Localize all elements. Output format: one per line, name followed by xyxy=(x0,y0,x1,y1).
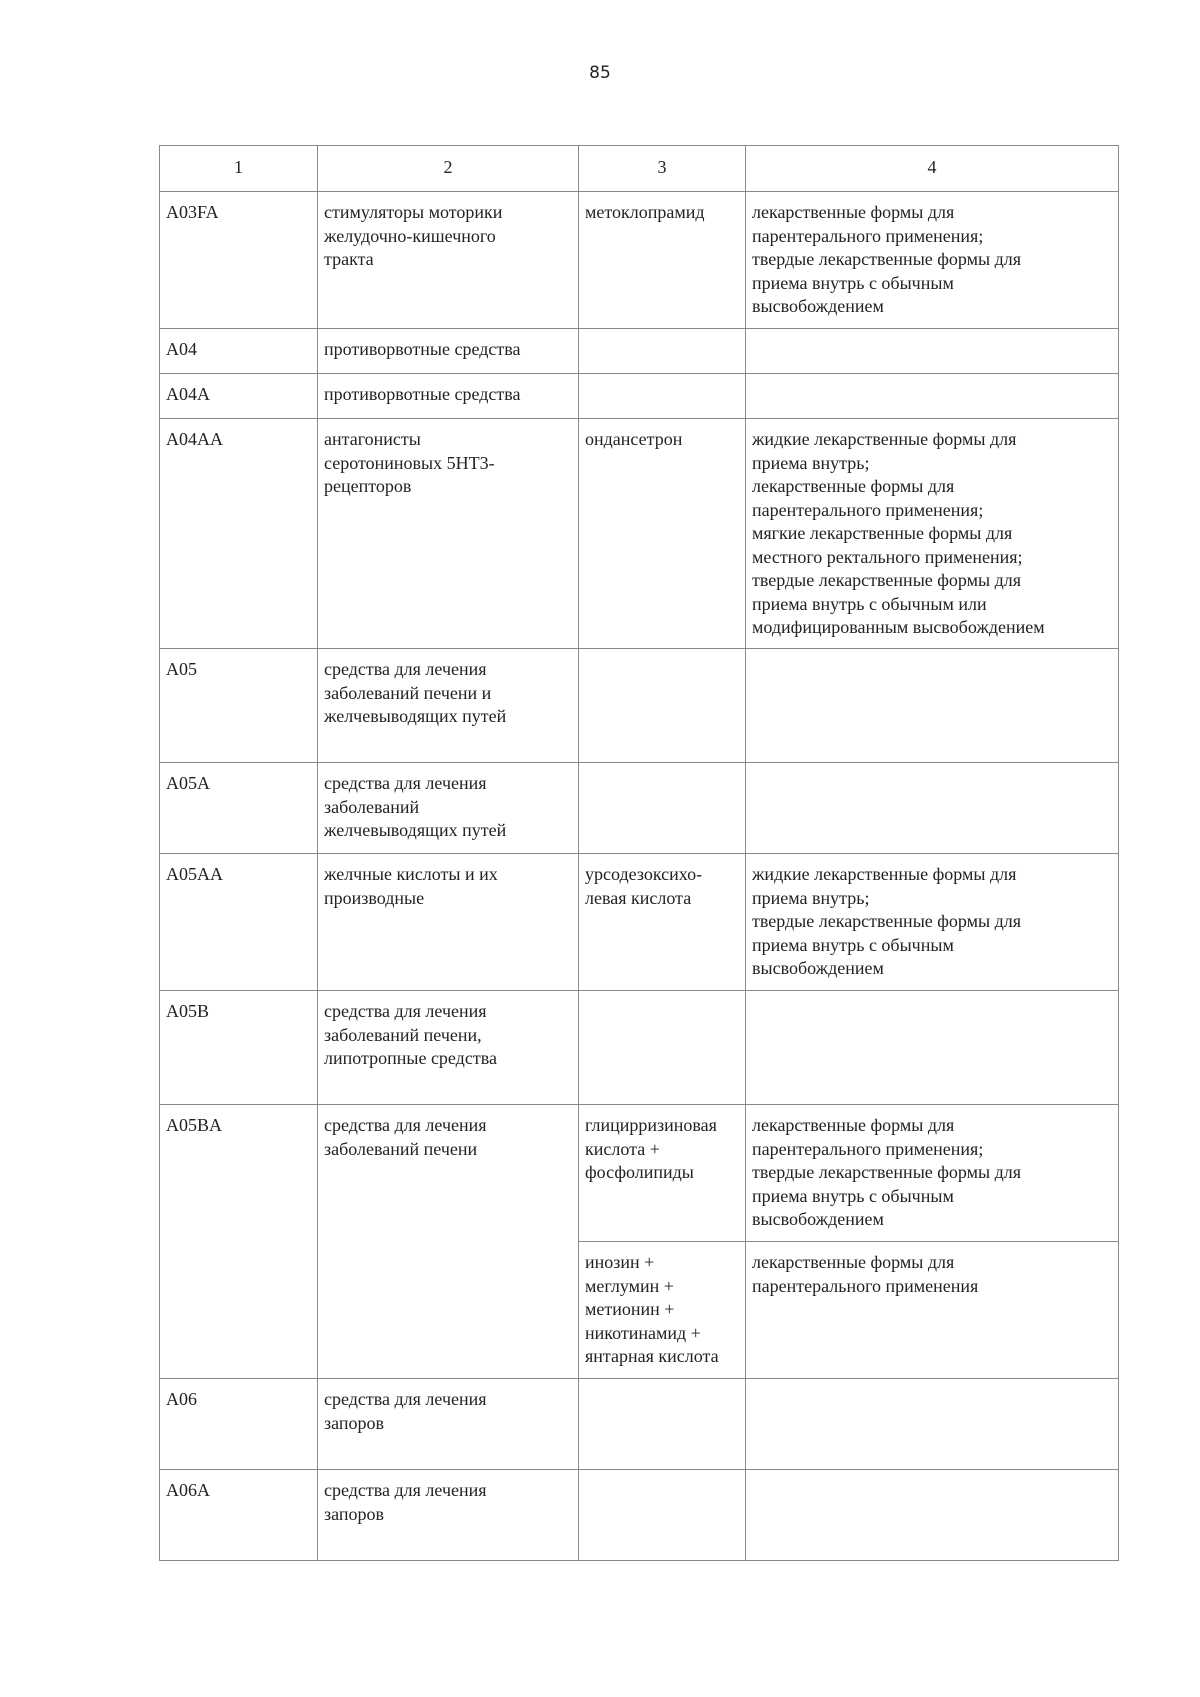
cell-text-line: парентерального применения xyxy=(752,1275,979,1296)
cell-atc-code: A05A xyxy=(160,763,318,854)
page-number: 85 xyxy=(589,63,611,83)
cell-text-line: твердые лекарственные формы для xyxy=(752,570,1022,590)
cell-text-line: лекарственные формы для xyxy=(752,202,955,222)
cell-drug xyxy=(579,1379,746,1470)
cell-dosage-forms xyxy=(746,1242,1119,1379)
cell-text-line: приема внутрь с обычным xyxy=(752,934,954,955)
cell-atc-code: A06 xyxy=(160,1379,318,1470)
cell-text-line: производные xyxy=(324,887,425,908)
cell-group xyxy=(318,374,579,419)
cell-text-line: местного ректального применения; xyxy=(752,546,1023,567)
cell-text-line: заболеваний печени и xyxy=(324,682,492,703)
cell-atc-code: A04 xyxy=(160,329,318,374)
cell-text-line: твердые лекарственные формы для xyxy=(752,911,1022,931)
cell-text-line: заболеваний печени xyxy=(324,1138,478,1159)
cell-text-line: антагонисты xyxy=(324,429,421,449)
cell-text-line: меглумин + xyxy=(585,1275,674,1296)
cell-text-line: метионин + xyxy=(585,1299,675,1319)
cell-text-line: парентерального применения; xyxy=(752,499,984,520)
cell-group xyxy=(318,329,579,374)
cell-text-line: серотониновых 5HT3- xyxy=(324,452,495,473)
cell-text-line: мягкие лекарственные формы для xyxy=(752,523,1013,543)
cell-group xyxy=(318,1379,579,1470)
cell-text-line: противорвотные средства xyxy=(324,384,521,404)
cell-drug xyxy=(579,329,746,374)
cell-group xyxy=(318,991,579,1105)
table-row xyxy=(160,374,1119,419)
cell-text-line: янтарная кислота xyxy=(585,1346,719,1366)
cell-text-line: лекарственные формы для xyxy=(752,1252,955,1272)
cell-text-line: кислота + xyxy=(585,1138,660,1159)
cell-text-line: запоров xyxy=(324,1503,384,1524)
cell-dosage-forms xyxy=(746,419,1119,649)
cell-text-line: инозин + xyxy=(585,1252,655,1272)
cell-text-line: средства для лечения xyxy=(324,1115,487,1135)
cell-text-line: высвобождением xyxy=(752,296,884,316)
cell-atc-code: A05AA xyxy=(160,854,318,991)
table-row xyxy=(160,763,1119,854)
cell-dosage-forms xyxy=(746,1105,1119,1242)
cell-dosage-forms xyxy=(746,329,1119,374)
cell-drug xyxy=(579,1242,746,1379)
cell-text-line: жидкие лекарственные формы для xyxy=(752,429,1017,449)
table-row xyxy=(160,419,1119,649)
cell-text-line: метоклопрамид xyxy=(585,202,705,222)
cell-text-line: приема внутрь с обычным или xyxy=(752,593,987,614)
cell-text-line: приема внутрь; xyxy=(752,887,870,908)
cell-dosage-forms xyxy=(746,1379,1119,1470)
cell-text-line: лекарственные формы для xyxy=(752,476,955,496)
column-header: 2 xyxy=(318,146,579,192)
cell-group xyxy=(318,419,579,649)
cell-text-line: средства для лечения xyxy=(324,1001,487,1021)
cell-dosage-forms xyxy=(746,1470,1119,1561)
cell-text-line: заболеваний xyxy=(324,796,420,817)
table-row xyxy=(160,1470,1119,1561)
cell-text-line: левая кислота xyxy=(585,887,692,908)
cell-group xyxy=(318,1470,579,1561)
cell-group xyxy=(318,192,579,329)
cell-text-line: глицирризиновая xyxy=(585,1115,717,1135)
cell-drug xyxy=(579,374,746,419)
cell-atc-code: A04A xyxy=(160,374,318,419)
cell-text-line: жидкие лекарственные формы для xyxy=(752,864,1017,884)
table-row xyxy=(160,1379,1119,1470)
cell-text-line: лекарственные формы для xyxy=(752,1115,955,1135)
cell-atc-code: A05B xyxy=(160,991,318,1105)
cell-dosage-forms xyxy=(746,374,1119,419)
table-row xyxy=(160,854,1119,991)
cell-text-line: желчные кислоты и их xyxy=(324,864,498,884)
cell-text-line: противорвотные средства xyxy=(324,339,521,359)
cell-drug xyxy=(579,1470,746,1561)
cell-group xyxy=(318,854,579,991)
column-header: 1 xyxy=(160,146,318,192)
cell-drug xyxy=(579,854,746,991)
table-row xyxy=(160,991,1119,1105)
cell-text-line: парентерального применения; xyxy=(752,1138,984,1159)
cell-text-line: средства для лечения xyxy=(324,773,487,793)
cell-text-line: фосфолипиды xyxy=(585,1162,694,1182)
table-row xyxy=(160,1105,1119,1242)
cell-text-line: высвобождением xyxy=(752,958,884,978)
cell-text-line: желудочно-кишечного xyxy=(324,225,496,246)
cell-text-line: желчевыводящих путей xyxy=(324,706,507,726)
column-header: 3 xyxy=(579,146,746,192)
cell-text-line: твердые лекарственные формы для xyxy=(752,249,1022,269)
cell-dosage-forms xyxy=(746,854,1119,991)
cell-text-line: ондансетрон xyxy=(585,429,683,449)
cell-atc-code: A05BA xyxy=(160,1105,318,1379)
cell-text-line: парентерального применения; xyxy=(752,225,984,246)
cell-dosage-forms xyxy=(746,763,1119,854)
cell-group xyxy=(318,649,579,763)
cell-text-line: заболеваний печени, xyxy=(324,1024,482,1045)
cell-atc-code: A06A xyxy=(160,1470,318,1561)
cell-text-line: средства для лечения xyxy=(324,1480,487,1500)
cell-text-line: липотропные средства xyxy=(324,1048,497,1068)
table-row xyxy=(160,649,1119,763)
cell-text-line: приема внутрь; xyxy=(752,452,870,473)
cell-text-line: средства для лечения xyxy=(324,659,487,679)
cell-text-line: желчевыводящих путей xyxy=(324,820,507,840)
table-row xyxy=(160,329,1119,374)
cell-text-line: твердые лекарственные формы для xyxy=(752,1162,1022,1182)
cell-drug xyxy=(579,419,746,649)
cell-drug xyxy=(579,192,746,329)
cell-text-line: тракта xyxy=(324,249,374,269)
cell-text-line: средства для лечения xyxy=(324,1389,487,1409)
cell-text-line: рецепторов xyxy=(324,476,412,496)
cell-atc-code: A05 xyxy=(160,649,318,763)
cell-text-line: приема внутрь с обычным xyxy=(752,272,954,293)
table-header-row xyxy=(160,146,1119,192)
cell-drug xyxy=(579,991,746,1105)
cell-drug xyxy=(579,1105,746,1242)
cell-drug xyxy=(579,649,746,763)
cell-dosage-forms xyxy=(746,991,1119,1105)
drug-table xyxy=(159,145,1119,1561)
column-header: 4 xyxy=(746,146,1119,192)
cell-drug xyxy=(579,763,746,854)
cell-dosage-forms xyxy=(746,192,1119,329)
cell-text-line: модифицированным высвобождением xyxy=(752,617,1045,637)
cell-atc-code: A03FA xyxy=(160,192,318,329)
cell-dosage-forms xyxy=(746,649,1119,763)
cell-text-line: никотинамид + xyxy=(585,1322,701,1343)
cell-atc-code: A04AA xyxy=(160,419,318,649)
cell-text-line: высвобождением xyxy=(752,1209,884,1229)
cell-group xyxy=(318,1105,579,1379)
cell-text-line: запоров xyxy=(324,1412,384,1433)
table-row xyxy=(160,192,1119,329)
cell-group xyxy=(318,763,579,854)
cell-text-line: стимуляторы моторики xyxy=(324,202,503,222)
cell-text-line: урсодезоксихо- xyxy=(585,864,703,884)
cell-text-line: приема внутрь с обычным xyxy=(752,1185,954,1206)
